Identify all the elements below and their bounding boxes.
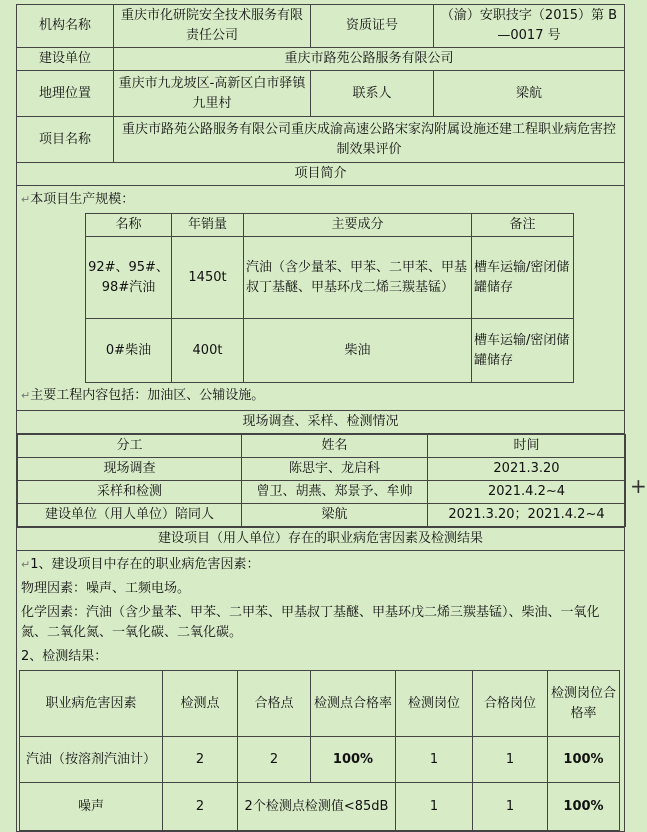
- product-col-components: 主要成分: [244, 214, 472, 237]
- project-label: 项目名称: [17, 117, 114, 163]
- survey-col-names: 姓名: [242, 435, 428, 458]
- hazards-title: 建设项目（用人单位）存在的职业病危害因素及检测结果: [17, 528, 625, 551]
- table-row: 现场调查 陈思宇、龙启科 2021.3.20: [18, 458, 626, 481]
- cert-value: （渝）安职技字（2015）第 B—0017 号: [434, 5, 625, 48]
- results-col-pass-posts: 合格岗位: [473, 671, 548, 737]
- results-col-factor: 职业病危害因素: [20, 671, 163, 737]
- chemical-factors: 化学因素：汽油（含少量苯、甲苯、二甲苯、甲基叔丁基醚、甲基环戊二烯三羰基锰）、柴油、一氧化氮、二氧化氮、一氧化碳、二氧化碳。: [21, 605, 600, 640]
- survey-title: 现场调查、采样、检测情况: [17, 411, 625, 434]
- intro-section: [17, 186, 625, 411]
- project-value: 重庆市路苑公路服务有限公司重庆成渝高速公路宋家沟附属设施还建工程职业病危害控制效果评价: [114, 117, 625, 163]
- add-row-icon[interactable]: +: [630, 474, 647, 498]
- contact-label: 联系人: [311, 71, 434, 117]
- table-row: 建设单位（用人单位）陪同人 梁航 2021.3.20；2021.4.2~4: [18, 504, 626, 527]
- results-col-post-rate: 检测岗位合格率: [548, 671, 620, 737]
- results-col-point-rate: 检测点合格率: [311, 671, 396, 737]
- results-col-points: 检测点: [163, 671, 238, 737]
- paragraph-mark-icon: ↵: [21, 389, 31, 402]
- table-row: 92#、95#、98#汽油 1450t 汽油（含少量苯、甲苯、二甲苯、甲基叔丁基醚、甲基环戊二烯三羰基锰） 槽车运输/密闭储罐储存: [86, 237, 574, 319]
- org-value: 重庆市化研院安全技术服务有限责任公司: [114, 5, 311, 48]
- product-col-sales: 年销量: [172, 214, 244, 237]
- unit-label: 建设单位: [17, 48, 114, 71]
- survey-table: [17, 434, 626, 527]
- intro-title: 项目简介: [17, 163, 625, 186]
- org-label: 机构名称: [17, 5, 114, 48]
- location-value: 重庆市九龙坡区-高新区白市驿镇九里村: [114, 71, 311, 117]
- table-row: 汽油（按溶剂汽油计） 2 2 100% 1 1 100%: [20, 737, 620, 783]
- hazards-item1: 1、建设项目中存在的职业病危害因素：: [30, 557, 260, 572]
- survey-col-role: 分工: [18, 435, 242, 458]
- results-col-posts: 检测岗位: [396, 671, 473, 737]
- table-row: 采样和检测 曾卫、胡燕、郑景予、牟帅 2021.4.2~4: [18, 481, 626, 504]
- table-row: 噪声 2 2个检测点检测值<85dB 1 1 100%: [20, 783, 620, 831]
- scale-label: 本项目生产规模：: [30, 192, 135, 207]
- table-row: 0#柴油 400t 柴油 槽车运输/密闭储罐储存: [86, 319, 574, 383]
- physical-factors: 物理因素：噪声、工频电场。: [21, 581, 191, 596]
- product-col-name: 名称: [86, 214, 172, 237]
- survey-col-time: 时间: [428, 435, 626, 458]
- results-col-pass-points: 合格点: [238, 671, 311, 737]
- results-table: [19, 670, 620, 831]
- contact-value: 梁航: [434, 71, 625, 117]
- hazards-item2: 2、检测结果：: [21, 649, 108, 664]
- product-col-note: 备注: [472, 214, 574, 237]
- document-table: [16, 4, 624, 832]
- location-label: 地理位置: [17, 71, 114, 117]
- survey-section: [17, 434, 625, 528]
- hazards-section: [17, 551, 625, 832]
- unit-value: 重庆市路苑公路服务有限公司: [114, 48, 625, 71]
- product-table: [85, 213, 574, 383]
- paragraph-mark-icon: ↵: [21, 558, 31, 571]
- cert-label: 资质证号: [311, 5, 434, 48]
- paragraph-mark-icon: ↵: [21, 193, 31, 206]
- main-works: 主要工程内容包括：加油区、公辅设施。: [30, 388, 265, 403]
